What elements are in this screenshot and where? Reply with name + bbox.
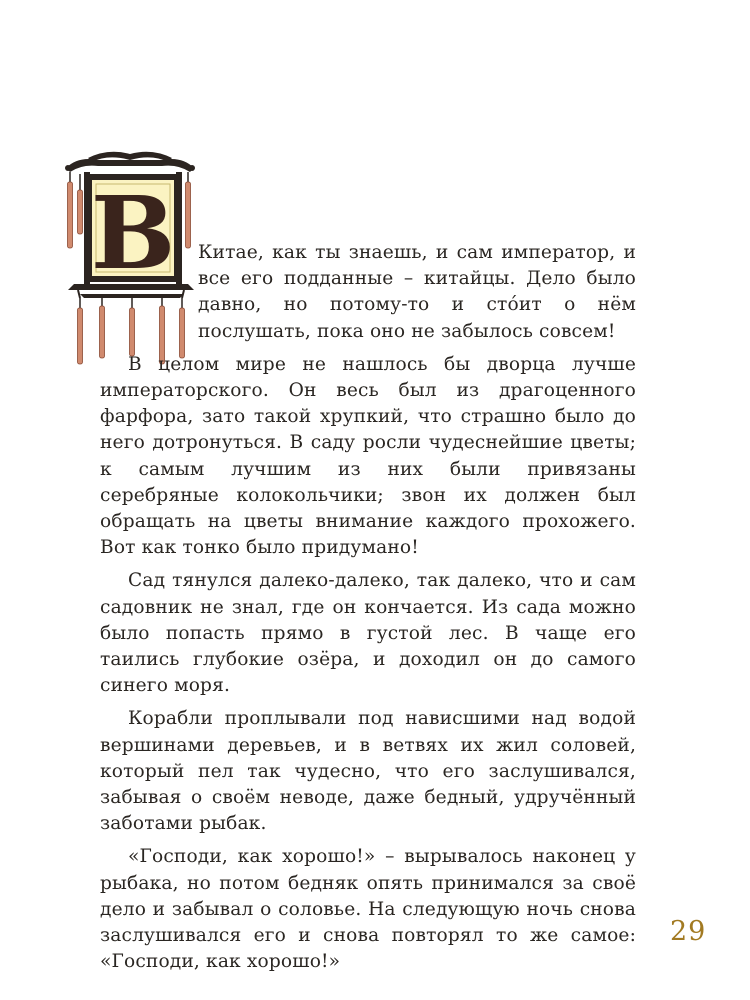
drop-cap-letter: В <box>90 174 176 292</box>
paragraph-4: Корабли проплывали под нависшими над водой вершинами деревьев, и в ветвях их жил соловей, который пел так чудесно, что его заслушивался, забывая о своём неводе, даже бедный, удручённый заботами рыбак. <box>100 708 636 835</box>
paragraph-2: В целом мире не нашлось бы дворца лучше императорского. Он весь был из драгоценного фарфора, зато такой хрупкий, что страшно было до него дотронуться. В саду росли чудеснейшие цветы; к самым лучшим из них были привязаны серебряные колокольчики; звон их должен был обращать на цветы внимание каждого прохожего. Вот как тонко было придумано! <box>100 353 636 559</box>
page-number: 29 <box>670 916 707 947</box>
story-text <box>100 240 636 975</box>
paragraph-1: Китае, как ты знаешь, и сам император, и все его подданные – китайцы. Дело было давно, но потому-то и сто́ит о нём послушать, пока оно не забылось совсем! <box>198 242 636 342</box>
paragraph-3: Сад тянулся далеко-далеко, так далеко, что и сам садовник не знал, где он кончается. Из сада можно было попасть прямо в густой лес. В чаще его таились глубокие озёра, и доходил он до самого синего моря. <box>100 570 636 697</box>
paragraph-5: «Господи, как хорошо!» – вырывалось наконец у рыбака, но потом бедняк опять принимался за своё дело и забывал о соловье. На следующую ночь снова заслушивался его и снова повторял то же самое: «Господи, как хорошо!» <box>100 846 636 973</box>
